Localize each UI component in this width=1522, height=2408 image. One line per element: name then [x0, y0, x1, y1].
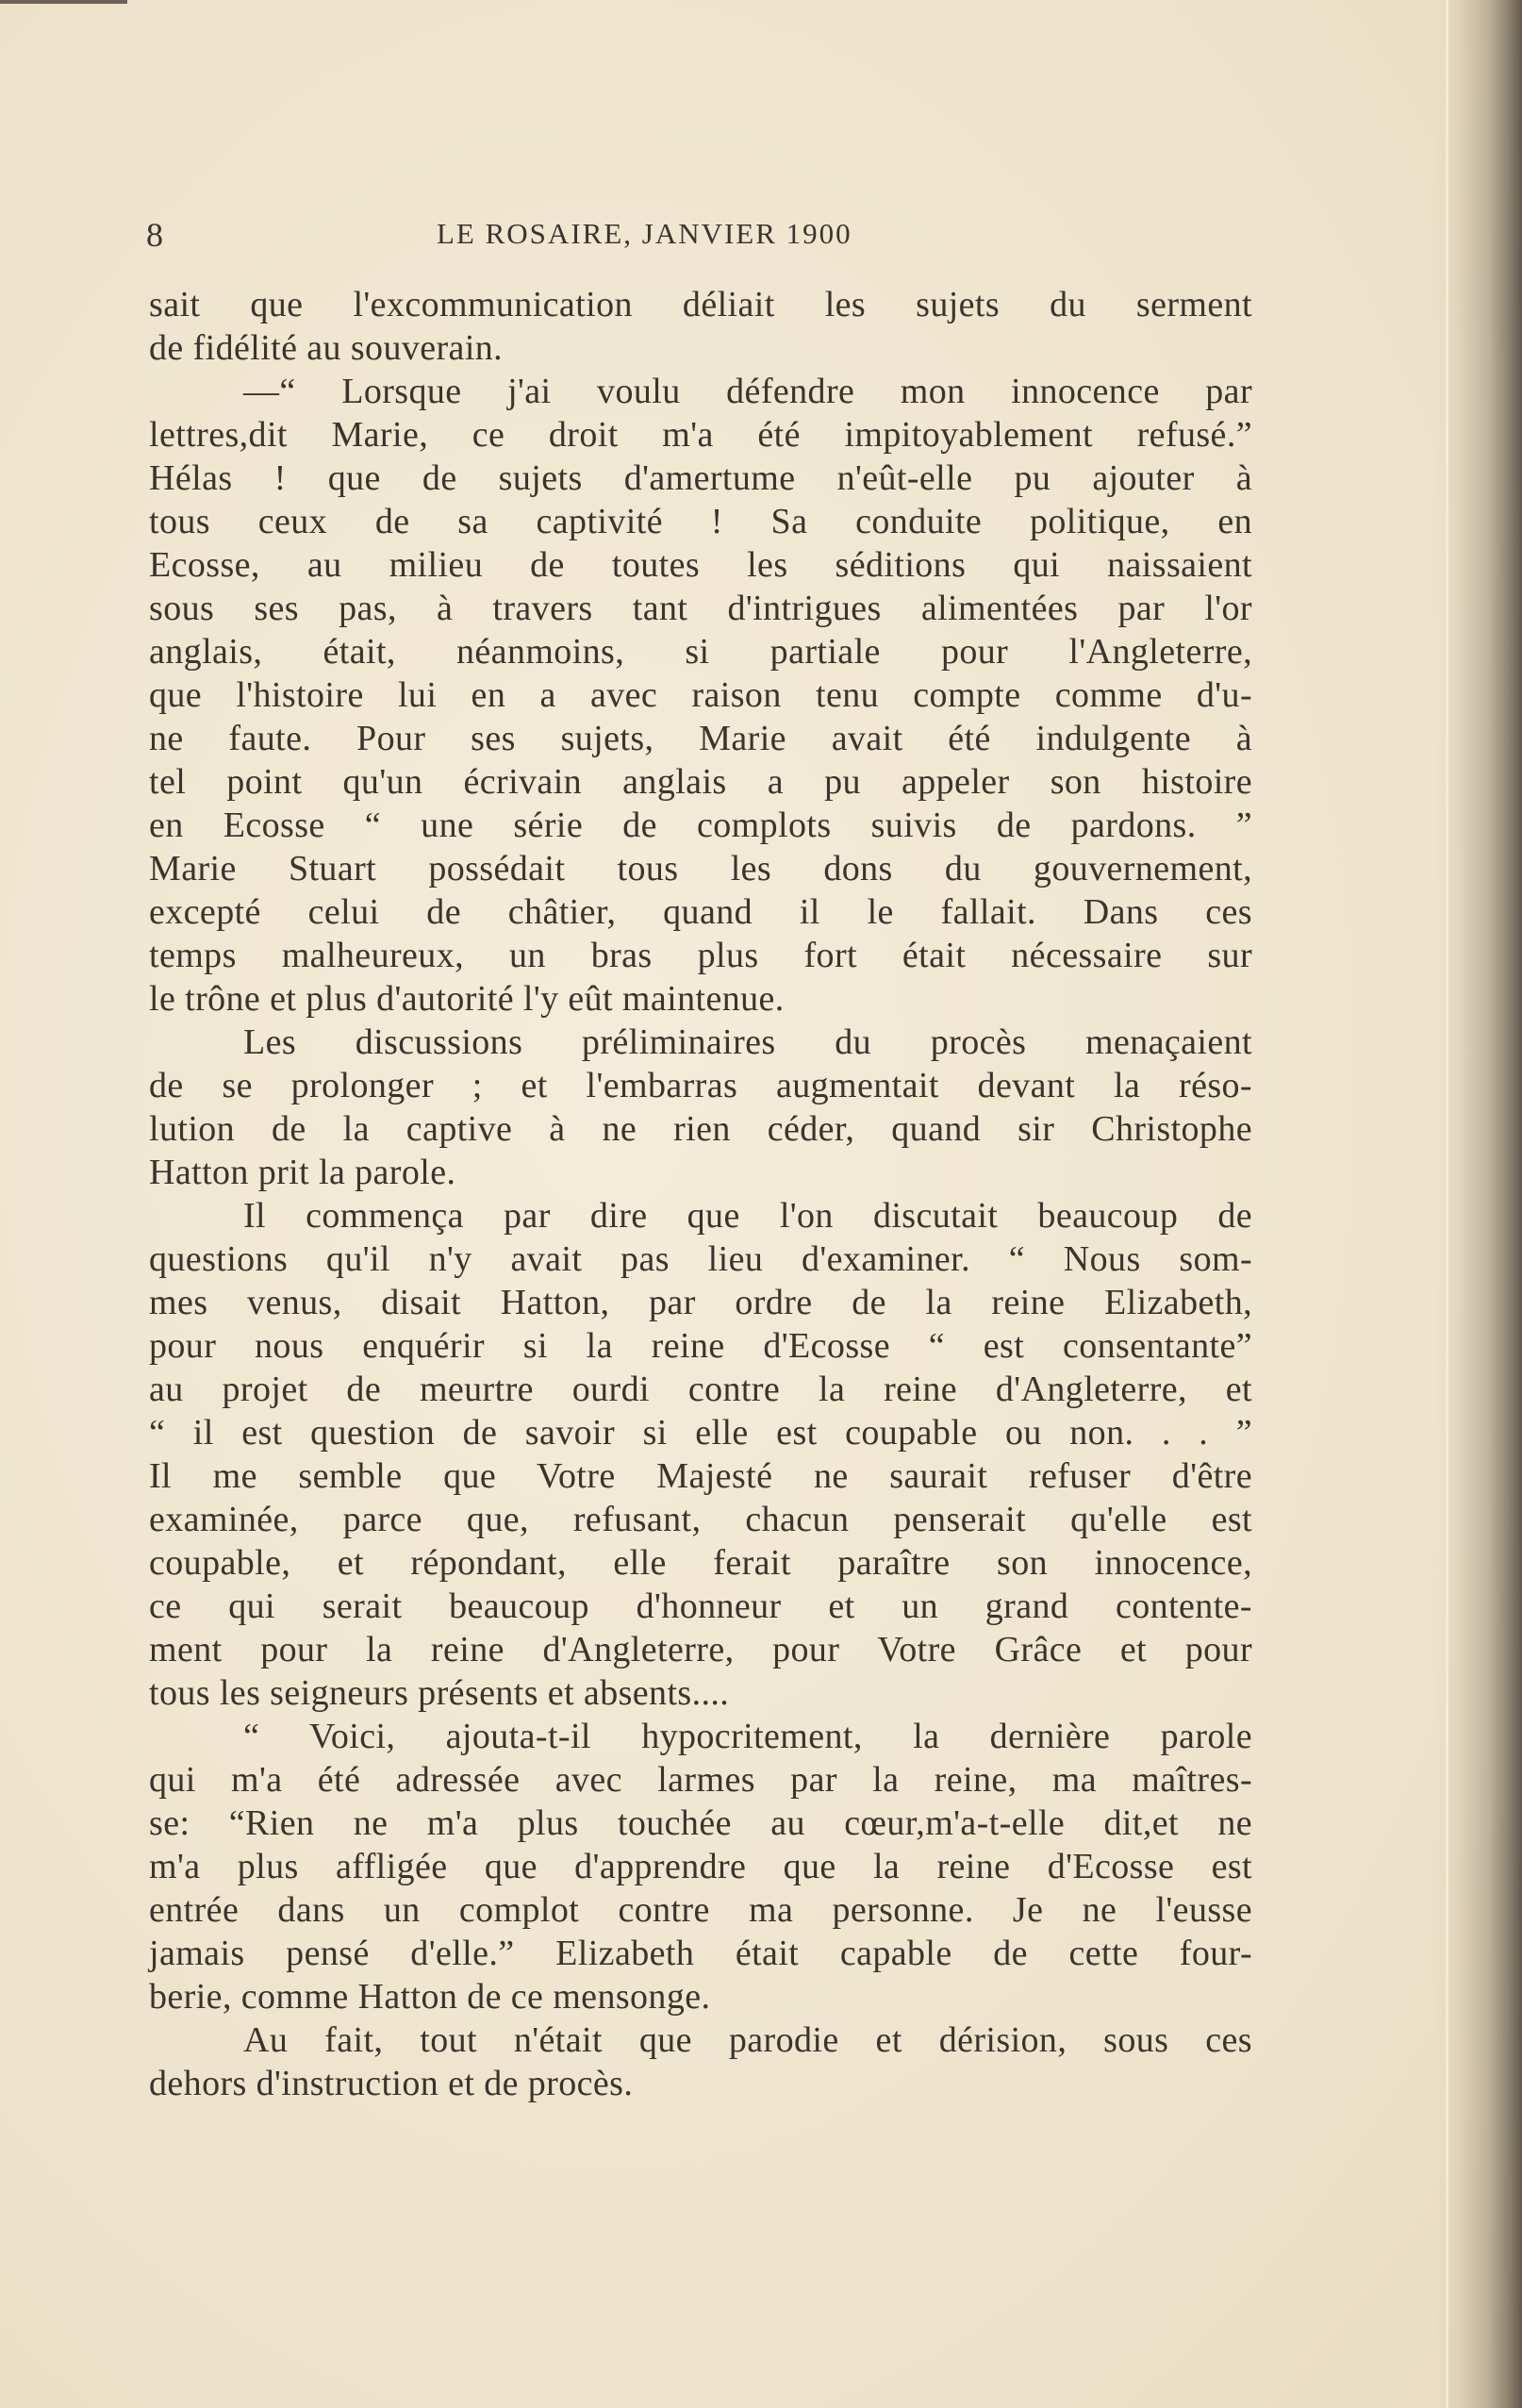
text-line: Au fait, tout n'était que parodie et dérision, sous ces [243, 2020, 1252, 2060]
text-line: temps malheureux, un bras plus fort était nécessaire sur [149, 936, 1252, 975]
text-line: le trône et plus d'autorité l'y eût maintenue. [149, 979, 785, 1019]
text-line: sous ses pas, à travers tant d'intrigues alimentées par l'or [149, 589, 1252, 628]
running-head-title: LE ROSAIRE, JANVIER 1900 [437, 217, 852, 250]
text-line: lettres,dit Marie, ce droit m'a été impitoyablement refusé.” [149, 415, 1252, 455]
text-line: Les discussions préliminaires du procès menaçaient [243, 1022, 1252, 1062]
text-line: jamais pensé d'elle.” Elizabeth était capable de cette four- [149, 1934, 1252, 1973]
text-line: excepté celui de châtier, quand il le fallait. Dans ces [149, 892, 1252, 932]
text-line: Il me semble que Votre Majesté ne saurait refuser d'être [149, 1456, 1252, 1496]
text-line: de se prolonger ; et l'embarras augmentait devant la réso- [149, 1066, 1252, 1105]
text-line: m'a plus affligée que d'apprendre que la reine d'Ecosse est [149, 1847, 1252, 1886]
text-line: Il commença par dire que l'on discutait beaucoup de [243, 1196, 1252, 1236]
text-line: dehors d'instruction et de procès. [149, 2064, 634, 2103]
running-head [146, 215, 957, 253]
page-number: 8 [146, 216, 164, 254]
text-line: tous ceux de sa captivité ! Sa conduite politique, en [149, 502, 1252, 541]
text-line: qui m'a été adressée avec larmes par la reine, ma maîtres- [149, 1760, 1252, 1800]
text-line: “ il est question de savoir si elle est coupable ou non. . . ” [149, 1413, 1252, 1453]
text-line: pour nous enquérir si la reine d'Ecosse “ est consentante” [149, 1326, 1252, 1366]
text-line: Hélas ! que de sujets d'amertume n'eût-elle pu ajouter à [149, 458, 1252, 498]
text-line: que l'histoire lui en a avec raison tenu compte comme d'u- [149, 675, 1252, 715]
text-line: sait que l'excommunication déliait les sujets du serment [149, 285, 1252, 324]
binding-gutter-shadow [1437, 0, 1522, 2408]
text-line: de fidélité au souverain. [149, 328, 504, 368]
text-line: entrée dans un complot contre ma personne. Je ne l'eusse [149, 1890, 1252, 1930]
text-line: examinée, parce que, refusant, chacun penserait qu'elle est [149, 1500, 1252, 1539]
text-line: questions qu'il n'y avait pas lieu d'examiner. “ Nous som- [149, 1239, 1252, 1279]
text-line: Marie Stuart possédait tous les dons du gouvernement, [149, 849, 1252, 888]
text-line: au projet de meurtre ourdi contre la reine d'Angleterre, et [149, 1370, 1252, 1409]
text-line: Hatton prit la parole. [149, 1153, 456, 1192]
text-line: en Ecosse “ une série de complots suivis de pardons. ” [149, 805, 1252, 845]
text-line: mes venus, disait Hatton, par ordre de la reine Elizabeth, [149, 1283, 1252, 1322]
text-line: se: “Rien ne m'a plus touchée au cœur,m'a-t-elle dit,et ne [149, 1803, 1252, 1843]
body-text [149, 283, 1252, 2105]
text-line: tous les seigneurs présents et absents.... [149, 1673, 730, 1713]
binding-gutter-highlight [1446, 0, 1448, 2408]
text-line: ne faute. Pour ses sujets, Marie avait été indulgente à [149, 719, 1252, 758]
text-line: tel point qu'un écrivain anglais a pu appeler son histoire [149, 762, 1252, 802]
text-line: berie, comme Hatton de ce mensonge. [149, 1977, 711, 2017]
text-line: ce qui serait beaucoup d'honneur et un grand contente- [149, 1586, 1252, 1626]
text-line: “ Voici, ajouta-t-il hypocritement, la dernière parole [243, 1717, 1252, 1756]
text-line: ment pour la reine d'Angleterre, pour Votre Grâce et pour [149, 1630, 1252, 1669]
text-line: coupable, et répondant, elle ferait paraître son innocence, [149, 1543, 1252, 1583]
text-line: anglais, était, néanmoins, si partiale pour l'Angleterre, [149, 632, 1252, 672]
top-edge-rule [0, 0, 127, 4]
text-line: lution de la captive à ne rien céder, quand sir Christophe [149, 1109, 1252, 1149]
text-line: Ecosse, au milieu de toutes les séditions qui naissaient [149, 545, 1252, 585]
text-line: —“ Lorsque j'ai voulu défendre mon innocence par [243, 372, 1252, 411]
